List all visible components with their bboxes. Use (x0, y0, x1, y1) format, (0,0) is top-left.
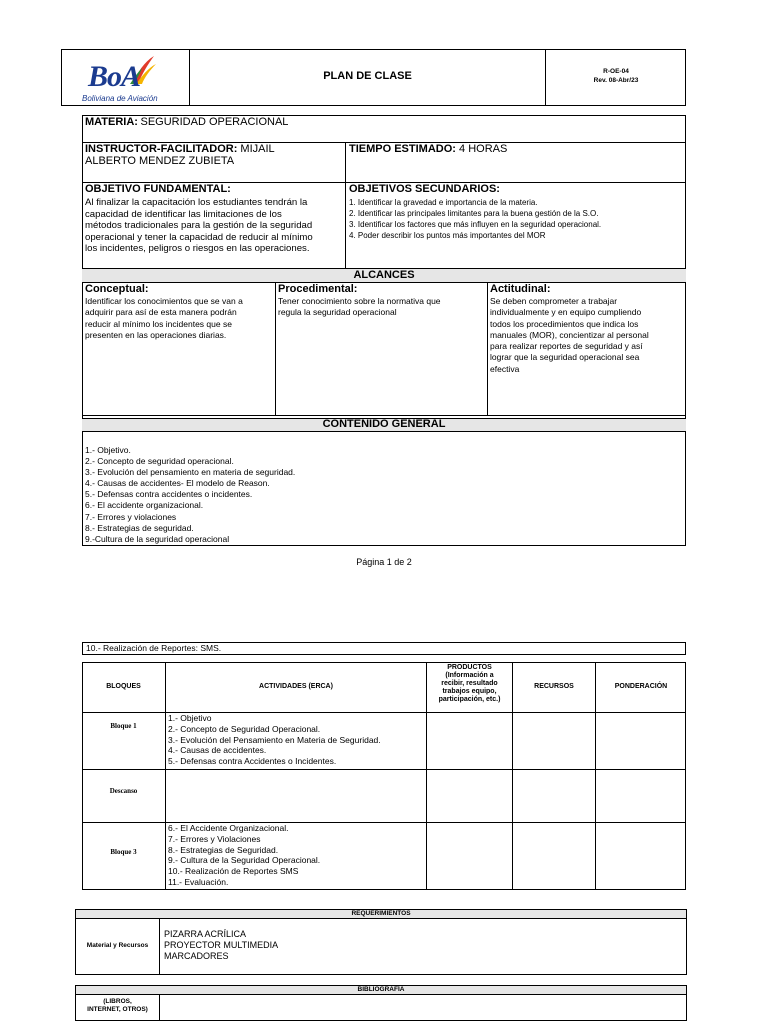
actividad-item: 11.- Evaluación. (168, 876, 229, 887)
material-label: Material y Recursos (86, 942, 149, 949)
page-number: Página 1 de 2 (356, 557, 412, 567)
contenido-item: 4.- Causas de accidentes- El modelo de Reason. (85, 478, 270, 489)
procedimental-line: Tener conocimiento sobre la normativa que (278, 296, 441, 306)
procedimental-line: regula la seguridad operacional (278, 307, 397, 318)
header-productos (427, 664, 512, 704)
actividad-item: 8.- Estrategias de Seguridad. (168, 844, 279, 855)
actividad-item: 9.- Cultura de la Seguridad Operacional. (168, 855, 321, 866)
actividad-item: 5.- Defensas contra Accidentes o Incidentes. (168, 756, 337, 767)
contenido-item: 2.- Concepto de seguridad operacional. (85, 456, 234, 467)
contenido-title: CONTENIDO GENERAL (322, 418, 446, 430)
bibliografia-divider (159, 995, 160, 1021)
obj-fund-line: Al finalizar la capacitación los estudiantes tendrán la (85, 197, 308, 208)
actividad-item: 4.- Causas de accidentes. (168, 745, 267, 756)
actitudinal-line: todos los procedimientos que indica los (490, 318, 639, 329)
conceptual-text (85, 296, 243, 341)
materia-value: SEGURIDAD OPERACIONAL (140, 116, 289, 128)
procedimental-text (278, 296, 441, 319)
tiempo-label: TIEMPO ESTIMADO: (349, 143, 456, 155)
bloque-3-label: Bloque 3 (110, 848, 137, 856)
contenido-item: 3.- Evolución del pensamiento en materia de seguridad. (85, 467, 296, 478)
logo (80, 54, 180, 104)
objetivo-fundamental-label: OBJETIVO FUNDAMENTAL: (85, 183, 231, 195)
bloque-1-label: Bloque 1 (110, 722, 137, 730)
obj-sec-item: 1. Identificar la gravedad e importancia de la materia. (349, 198, 538, 207)
divider-alcances-2 (487, 283, 488, 415)
actividad-item: 3.- Evolución del Pensamiento en Materia de Seguridad. (168, 734, 381, 745)
logo-text: BoA (88, 60, 141, 93)
divider-contenido-a (82, 415, 686, 416)
productos-line: participación, etc.) (438, 696, 501, 703)
conceptual-line: adquirir para así de esta manera podrán (85, 307, 237, 318)
bibliografia-label-line: (LIBROS, (103, 998, 132, 1005)
actividad-item: 1.- Objetivo (168, 713, 212, 723)
conceptual-line: Identificar los conocimientos que se van a (85, 296, 243, 306)
material-list (164, 929, 278, 962)
obj-fund-line: capacidad de identificar las limitaciones de los (85, 208, 282, 220)
col-line (165, 662, 166, 890)
form-revision: Rev. 08-Abr/23 (593, 77, 639, 84)
bibliografia-label (76, 998, 159, 1014)
objetivos-secundarios-label: OBJETIVOS SECUNDARIOS: (349, 183, 500, 195)
actividad-item: 2.- Concepto de Seguridad Operacional. (168, 723, 321, 734)
actitudinal-line: para realizar reportes de seguridad y así (490, 341, 643, 352)
contenido-item: 9.-Cultura de la seguridad operacional (85, 533, 230, 544)
header-ponderacion: PONDERACIÓN (614, 683, 668, 690)
conceptual-line: presenten en las operaciones diarias. (85, 329, 227, 340)
tiempo-value: 4 HORAS (459, 143, 508, 155)
header-bloques: BLOQUES (106, 683, 141, 690)
header-actividades: ACTIVIDADES (ERCA) (259, 683, 333, 690)
material-item: PROYECTOR MULTIMEDIA (164, 940, 279, 950)
actitudinal-line: individualmente y en equipo cumpliendo (490, 307, 642, 318)
bibliografia-label-line: INTERNET, OTROS) (87, 1006, 148, 1013)
obj-fund-line: los incidentes, peligros o riesgos en las operaciones. (85, 243, 310, 255)
item10-text: 10.- Realización de Reportes: SMS. (86, 643, 222, 653)
instructor-label: INSTRUCTOR-FACILITADOR: (85, 143, 238, 155)
bibliografia-title: BIBLIOGRAFÍA (357, 986, 405, 993)
instructor-value-1: MIJAIL (240, 143, 275, 155)
contenido-list (85, 445, 295, 545)
materia-label: MATERIA: (85, 116, 138, 128)
obj-sec-item: 3. Identificar los factores que más influyen en la seguridad operacional. (349, 220, 602, 229)
contenido-item: 7.- Errores y violaciones (85, 511, 177, 522)
contenido-item: 1.- Objetivo. (85, 445, 131, 455)
page-title: PLAN DE CLASE (323, 70, 412, 82)
obj-sec-item: 2. Identificar las principales limitantes para la buena gestión de la S.O. (349, 209, 599, 218)
contenido-item: 6.- El accidente organizacional. (85, 500, 204, 511)
contenido-item: 5.- Defensas contra accidentes o incidentes. (85, 489, 253, 500)
conceptual-line: reducir al mínimo los incidentes que se (85, 318, 232, 329)
col-line (595, 662, 596, 890)
actividad-item: 10.- Realización de Reportes SMS (168, 866, 299, 877)
objetivos-secundarios-list (349, 197, 601, 241)
col-line (512, 662, 513, 890)
requerimientos-divider (159, 919, 160, 975)
descanso-label: Descanso (109, 787, 138, 795)
actitudinal-label: Actitudinal: (490, 283, 551, 295)
contenido-item: 8.- Estrategias de seguridad. (85, 522, 194, 533)
material-item: MARCADORES (164, 951, 229, 961)
requerimientos-title: REQUERIMIENTOS (351, 910, 411, 917)
header-recursos: RECURSOS (534, 683, 574, 690)
obj-fund-line: métodos tradicionales para la gestión de la seguridad (85, 220, 313, 232)
actitudinal-line: lograr que la seguridad operacional sea (490, 352, 640, 363)
instructor-cell (85, 143, 343, 167)
actividad-item: 7.- Errores y Violaciones (168, 833, 261, 844)
divider-instructor-vert (345, 142, 346, 268)
conceptual-label: Conceptual: (85, 283, 149, 295)
bloque-1-actividades (168, 713, 381, 767)
tiempo-cell (349, 143, 507, 155)
actividad-item: 6.- El Accidente Organizacional. (168, 823, 289, 833)
obj-sec-item: 4. Poder describir los puntos más importantes del MOR (349, 231, 546, 240)
actitudinal-line: efectiva (490, 363, 520, 374)
logo-subtitle: Boliviana de Aviación (82, 94, 158, 103)
alcances-title: ALCANCES (353, 269, 415, 281)
productos-line: trabajos equipo, (442, 688, 497, 695)
actitudinal-line: Se deben comprometer a trabajar (490, 296, 618, 306)
actitudinal-text (490, 296, 649, 375)
obj-fund-line: operacional y tener la capacidad de reducir al mínimo (85, 231, 313, 243)
actitudinal-line: manuales (MOR), concientizar al personal (490, 329, 649, 340)
productos-line: PRODUCTOS (447, 664, 492, 671)
instructor-value-2: ALBERTO MENDEZ ZUBIETA (85, 155, 235, 167)
row-line (82, 769, 686, 770)
form-code: R-OE-04 (603, 68, 629, 75)
material-item: PIZARRA ACRÍLICA (164, 929, 247, 939)
objetivo-fundamental-text (85, 197, 313, 255)
materia-row (85, 116, 288, 128)
productos-line: recibir, resultado (441, 680, 498, 687)
procedimental-label: Procedimental: (278, 283, 358, 295)
productos-line: (Información a (445, 672, 494, 679)
bloque-3-actividades (168, 823, 320, 888)
divider-alcances-1 (275, 283, 276, 415)
